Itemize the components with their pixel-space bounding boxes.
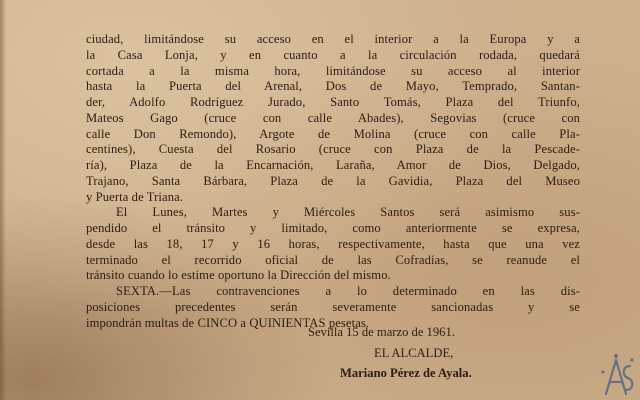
text-line: El Lunes, Martes y Miércoles Santos será asimismo sus- <box>116 205 580 220</box>
text-line: desde las 18, 17 y 16 horas, respectivamente, hasta que una vez <box>86 236 580 251</box>
text-line: tránsito cuando lo estime oportuno la Dirección del mismo. <box>86 268 391 283</box>
page-fold-shadow <box>0 0 6 400</box>
text-line: SEXTA.—Las contravenciones a lo determinado en las dis- <box>116 284 580 298</box>
text-line: y Puerta de Triana. <box>86 189 184 204</box>
logo-mark-icon <box>596 350 640 400</box>
text-line: calle Don Remondo), Argote de Molina (cruce con calle Pla- <box>86 126 580 141</box>
text-line: posiciones precedentes serán severamente sancionadas y se <box>86 299 580 314</box>
text-line: Trajano, Santa Bárbara, Plaza de la Gavidia, Plaza del Museo <box>86 173 580 188</box>
text-line: impondrán multas de CINCO a QUINIENTAS pesetas. <box>86 315 370 330</box>
text-line: Mateos Gago (cruce con calle Abades), Segovias (cruce con <box>86 110 580 125</box>
text-line: der, Adolfo Rodríguez Jurado, Santo Tomás, Plaza del Triunfo, <box>86 95 580 109</box>
signature-title: EL ALCALDE, <box>374 345 454 360</box>
text-line: ciudad, limitándose su acceso en el interior a la Europa y a <box>86 32 580 46</box>
text-line: pendido el tránsito y limitado, como anteriormente se expresa, <box>86 221 580 235</box>
text-line: hasta la Puerta del Arenal, Dos de Mayo, Temprado, Santan- <box>86 79 580 94</box>
text-line: cortada a la misma hora, limitándose su acceso al interior <box>86 63 580 78</box>
document-body <box>86 32 580 331</box>
signature-date: Sevilla 15 de marzo de 1961. <box>308 325 455 339</box>
text-line: la Casa Lonja, y en cuanto a la circulación rodada, quedará <box>86 47 580 62</box>
signature-name: Mariano Pérez de Ayala. <box>340 366 472 380</box>
text-line: ría), Plaza de la Encarnación, Laraña, Amor de Dios, Delgado, <box>86 158 580 172</box>
signature-block <box>300 322 580 384</box>
text-line: terminado el recorrido oficial de las Cofradías, se reanude el <box>86 252 580 267</box>
text-line: centines), Cuesta del Rosario (cruce con Plaza de la Pescade- <box>86 142 580 157</box>
